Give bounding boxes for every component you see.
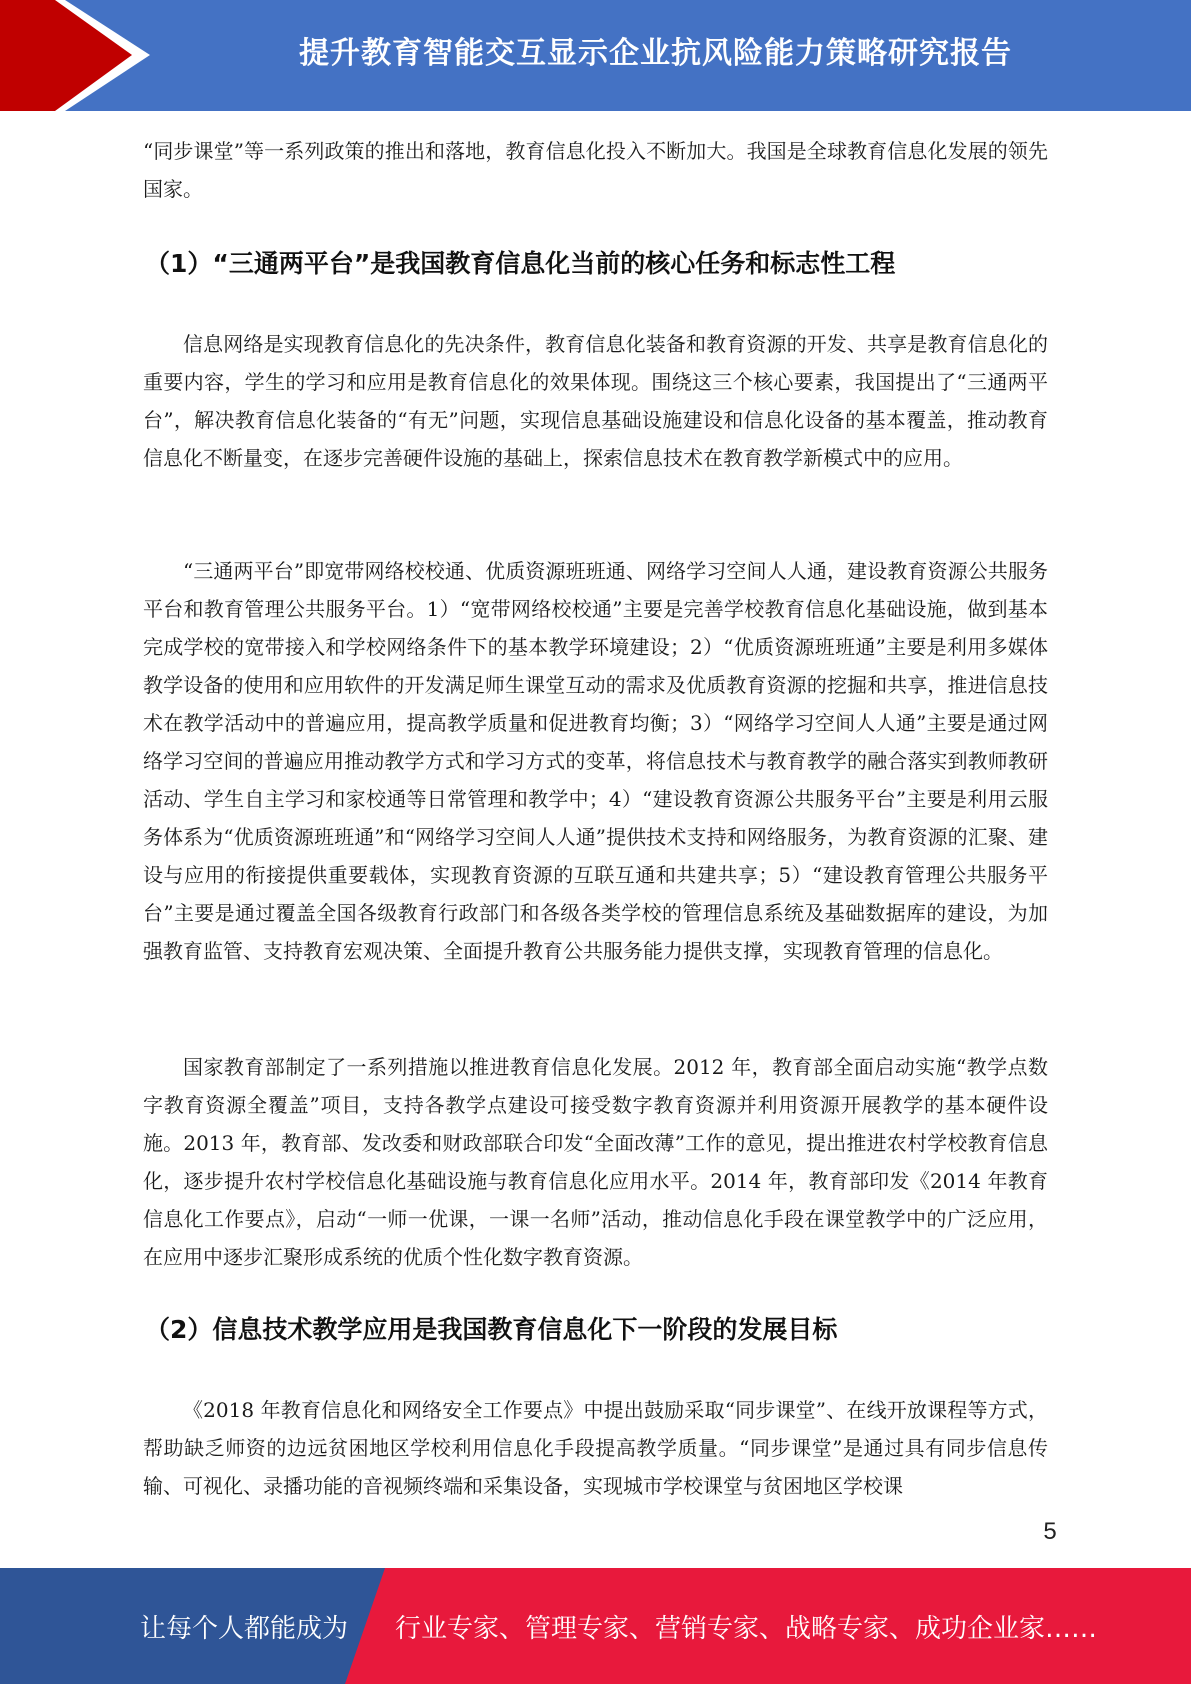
footer-slogan-left: 让每个人都能成为 xyxy=(140,1613,349,1644)
paragraph-three-platforms: “三通两平台”即宽带网络校校通、优质资源班班通、网络学习空间人人通，建设教育资源公共服务平台和教育管理公共服务平台。1）“宽带网络校校通”主要是完善学校教育信息化基础设施，做到基本完成学校的宽带接入和学校网络条件下的基本教学环境建设；2）“优质资源班班通”主要是利用多媒体教学设备的使用和应用软件的开发满足师生课堂互动的需求及优质教育资源的挖掘和共享，推进信息技术在教学活动中的普遍应用，提高教学质量和促进教育均衡；3）“网络学习空间人人通”主要是通过网络学习空间的普遍应用推动教学方式和学习方式的变革，将信息技术与教育教学的融合落实到教师教研活动、学生自主学习和家校通等日常管理和教学中；4）“建设教育资源公共服务平台”主要是利用云服务体系为“优质资源班班通”和“网络学习空间人人通”提供技术支持和网络服务，为教育资源的汇聚、建设与应用的衔接提供重要载体，实现教育资源的互联互通和共建共享；5）“建设教育管理公共服务平台”主要是通过覆盖全国各级教育行政部门和各级各类学校的管理信息系统及基础数据库的建设，为加强教育监管、支持教育宏观决策、全面提升教育公共服务能力提供支撑，实现教育管理的信息化。 xyxy=(143,559,1048,963)
paragraph-network: 信息网络是实现教育信息化的先决条件，教育信息化装备和教育资源的开发、共享是教育信息化的重要内容，学生的学习和应用是教育信息化的效果体现。围绕这三个核心要素，我国提出了“三通两平台”，解决教育信息化装备的“有无”问题，实现信息基础设施建设和信息化设备的基本覆盖，推动教育信息化不断量变，在逐步完善硬件设施的基础上，探索信息技术在教育教学新模式中的应用。 xyxy=(143,332,1048,470)
report-title: 提升教育智能交互显示企业抗风险能力策略研究报告 xyxy=(299,36,1012,71)
section-heading-1: （1）“三通两平台”是我国教育信息化当前的核心任务和标志性工程 xyxy=(145,249,896,278)
paragraph-intro: “同步课堂”等一系列政策的推出和落地，教育信息化投入不断加大。我国是全球教育信息化发展的领先国家。 xyxy=(143,139,1048,201)
page-header xyxy=(0,0,1191,111)
footer-slogan-right: 行业专家、管理专家、营销专家、战略专家、成功企业家…… xyxy=(395,1613,1098,1644)
paragraph-ministry-measures: 国家教育部制定了一系列措施以推进教育信息化发展。2012 年，教育部全面启动实施“教学点数字教育资源全覆盖”项目，支持各教学点建设可接受数字教育资源并利用资源开展教学的基本硬件设施。2013 年，教育部、发改委和财政部联合印发“全面改薄”工作的意见，提出推进农村学校教育信息化，逐步提升农村学校信息化基础设施与教育信息化应用水平。2014 年，教育部印发《2014 年教育信息化工作要点》，启动“一师一优课，一课一名师”活动，推动信息化手段在课堂教学中的广泛应用，在应用中逐步汇聚形成系统的优质个性化数字教育资源。 xyxy=(143,1055,1048,1269)
page-footer xyxy=(0,1568,1191,1684)
header-arrow-decoration xyxy=(0,0,150,111)
paragraph-sync-classroom: 《2018 年教育信息化和网络安全工作要点》中提出鼓励采取“同步课堂”、在线开放课程等方式，帮助缺乏师资的边远贫困地区学校利用信息化手段提高教学质量。“同步课堂”是通过具有同步信息传输、可视化、录播功能的音视频终端和采集设备，实现城市学校课堂与贫困地区学校课 xyxy=(143,1398,1048,1498)
section-heading-2: （2）信息技术教学应用是我国教育信息化下一阶段的发展目标 xyxy=(145,1315,838,1344)
page-number: 5 xyxy=(1043,1518,1057,1545)
